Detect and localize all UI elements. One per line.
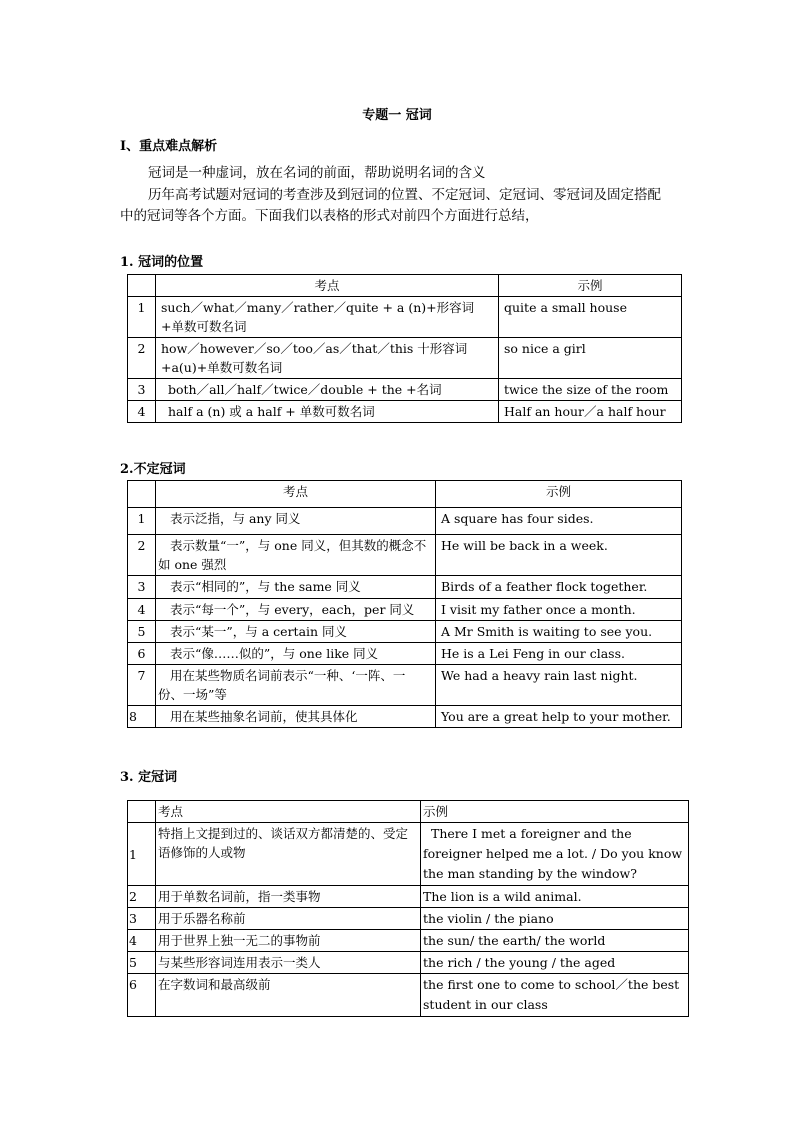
point-cell: how／however／so／too／as／that／this 十形容词+a(u)+单数可数名词 xyxy=(156,338,499,379)
column-header-example: 示例 xyxy=(421,801,689,823)
point-cell: 表示泛指，与 any 同义 xyxy=(156,508,436,535)
intro-paragraph-2-line-1: 历年高考试题对冠词的考查涉及到冠词的位置、不定冠词、定冠词、零冠词及固定搭配 xyxy=(148,187,661,203)
table-row xyxy=(128,338,682,379)
table-cell xyxy=(128,275,156,297)
table3-heading: 3. 定冠词 xyxy=(120,770,178,785)
table-row xyxy=(128,930,689,952)
table-row xyxy=(128,576,682,599)
point-cell: 表示“每一个”，与 every，each，per 同义 xyxy=(156,599,436,621)
indefinite-article-table xyxy=(127,480,682,728)
table-header-row xyxy=(128,481,682,508)
table-row xyxy=(128,297,682,338)
row-number: 4 xyxy=(128,930,156,952)
column-header-example: 示例 xyxy=(499,275,682,297)
row-number: 4 xyxy=(128,401,156,423)
row-number: 4 xyxy=(128,599,156,621)
definite-article-table xyxy=(127,800,689,1017)
row-number: 3 xyxy=(128,908,156,930)
table-row xyxy=(128,535,682,576)
example-cell: He is a Lei Feng in our class. xyxy=(436,643,682,665)
example-cell: the violin / the piano xyxy=(421,908,689,930)
row-number: 2 xyxy=(128,338,156,379)
point-cell: 用于世界上独一无二的事物前 xyxy=(156,930,421,952)
row-number: 1 xyxy=(128,508,156,535)
table-row xyxy=(128,974,689,1017)
table-row xyxy=(128,823,689,886)
point-cell: 用在某些物质名词前表示“一种、‘一阵、一份、一场”等 xyxy=(156,665,436,706)
point-cell: 表示“像……似的”，与 one like 同义 xyxy=(156,643,436,665)
point-cell: 表示“某一”，与 a certain 同义 xyxy=(156,621,436,643)
example-cell: A square has four sides. xyxy=(436,508,682,535)
example-cell: Half an hour／a half hour xyxy=(499,401,682,423)
example-cell: the rich / the young / the aged xyxy=(421,952,689,974)
row-number: 3 xyxy=(128,379,156,401)
point-cell: half a (n) 或 a half + 单数可数名词 xyxy=(156,401,499,423)
example-cell: The lion is a wild animal. xyxy=(421,886,689,908)
row-number: 3 xyxy=(128,576,156,599)
column-header-point: 考点 xyxy=(156,481,436,508)
column-header-example: 示例 xyxy=(436,481,682,508)
example-cell: quite a small house xyxy=(499,297,682,338)
table2-heading: 2.不定冠词 xyxy=(120,462,186,477)
example-cell: twice the size of the room xyxy=(499,379,682,401)
table-row xyxy=(128,886,689,908)
example-cell: You are a great help to your mother. xyxy=(436,706,682,728)
row-number: 6 xyxy=(128,643,156,665)
table-cell xyxy=(128,801,156,823)
point-cell: both／all／half／twice／double + the +名词 xyxy=(156,379,499,401)
row-number: 1 xyxy=(128,823,156,886)
example-cell: We had a heavy rain last night. xyxy=(436,665,682,706)
table-cell xyxy=(128,481,156,508)
table-row xyxy=(128,643,682,665)
point-cell: 用于单数名词前，指一类事物 xyxy=(156,886,421,908)
column-header-point: 考点 xyxy=(156,275,499,297)
table-row xyxy=(128,508,682,535)
article-position-table xyxy=(127,274,682,423)
table-row xyxy=(128,665,682,706)
point-cell: 用在某些抽象名词前，使其具体化 xyxy=(156,706,436,728)
table-header-row xyxy=(128,275,682,297)
example-cell: so nice a girl xyxy=(499,338,682,379)
table1-heading: 1. 冠词的位置 xyxy=(120,255,204,270)
row-number: 1 xyxy=(128,297,156,338)
row-number: 6 xyxy=(128,974,156,1017)
table-row xyxy=(128,952,689,974)
point-cell: such／what／many／rather／quite + a (n)+形容词+单数可数名词 xyxy=(156,297,499,338)
table-row xyxy=(128,379,682,401)
row-number: 7 xyxy=(128,665,156,706)
point-cell: 表示数量“一”，与 one 同义，但其数的概念不如 one 强烈 xyxy=(156,535,436,576)
example-cell: Birds of a feather flock together. xyxy=(436,576,682,599)
example-cell: There I met a foreigner and the foreigner helped me a lot. / Do you know the man standing by the window? xyxy=(421,823,689,886)
column-header-point: 考点 xyxy=(156,801,421,823)
point-cell: 与某些形容词连用表示一类人 xyxy=(156,952,421,974)
page-title: 专题一 冠词 xyxy=(362,108,432,123)
table-header-row xyxy=(128,801,689,823)
example-cell: the sun/ the earth/ the world xyxy=(421,930,689,952)
row-number: 8 xyxy=(128,706,156,728)
row-number: 5 xyxy=(128,621,156,643)
table-row xyxy=(128,401,682,423)
example-cell: the first one to come to school／the best student in our class xyxy=(421,974,689,1017)
point-cell: 用于乐器名称前 xyxy=(156,908,421,930)
point-cell: 表示“相同的”，与 the same 同义 xyxy=(156,576,436,599)
table-row xyxy=(128,706,682,728)
row-number: 2 xyxy=(128,886,156,908)
table-row xyxy=(128,599,682,621)
example-cell: A Mr Smith is waiting to see you. xyxy=(436,621,682,643)
intro-paragraph-1: 冠词是一种虚词，放在名词的前面，帮助说明名词的含义 xyxy=(148,165,486,181)
example-cell: I visit my father once a month. xyxy=(436,599,682,621)
row-number: 2 xyxy=(128,535,156,576)
intro-paragraph-2-line-2: 中的冠词等各个方面。下面我们以表格的形式对前四个方面进行总结， xyxy=(120,208,539,224)
point-cell: 特指上文提到过的、谈话双方都清楚的、受定语修饰的人或物 xyxy=(156,823,421,886)
row-number: 5 xyxy=(128,952,156,974)
table-row xyxy=(128,908,689,930)
example-cell: He will be back in a week. xyxy=(436,535,682,576)
point-cell: 在字数词和最高级前 xyxy=(156,974,421,1017)
section-heading: I、重点难点解析 xyxy=(120,139,218,154)
table-row xyxy=(128,621,682,643)
